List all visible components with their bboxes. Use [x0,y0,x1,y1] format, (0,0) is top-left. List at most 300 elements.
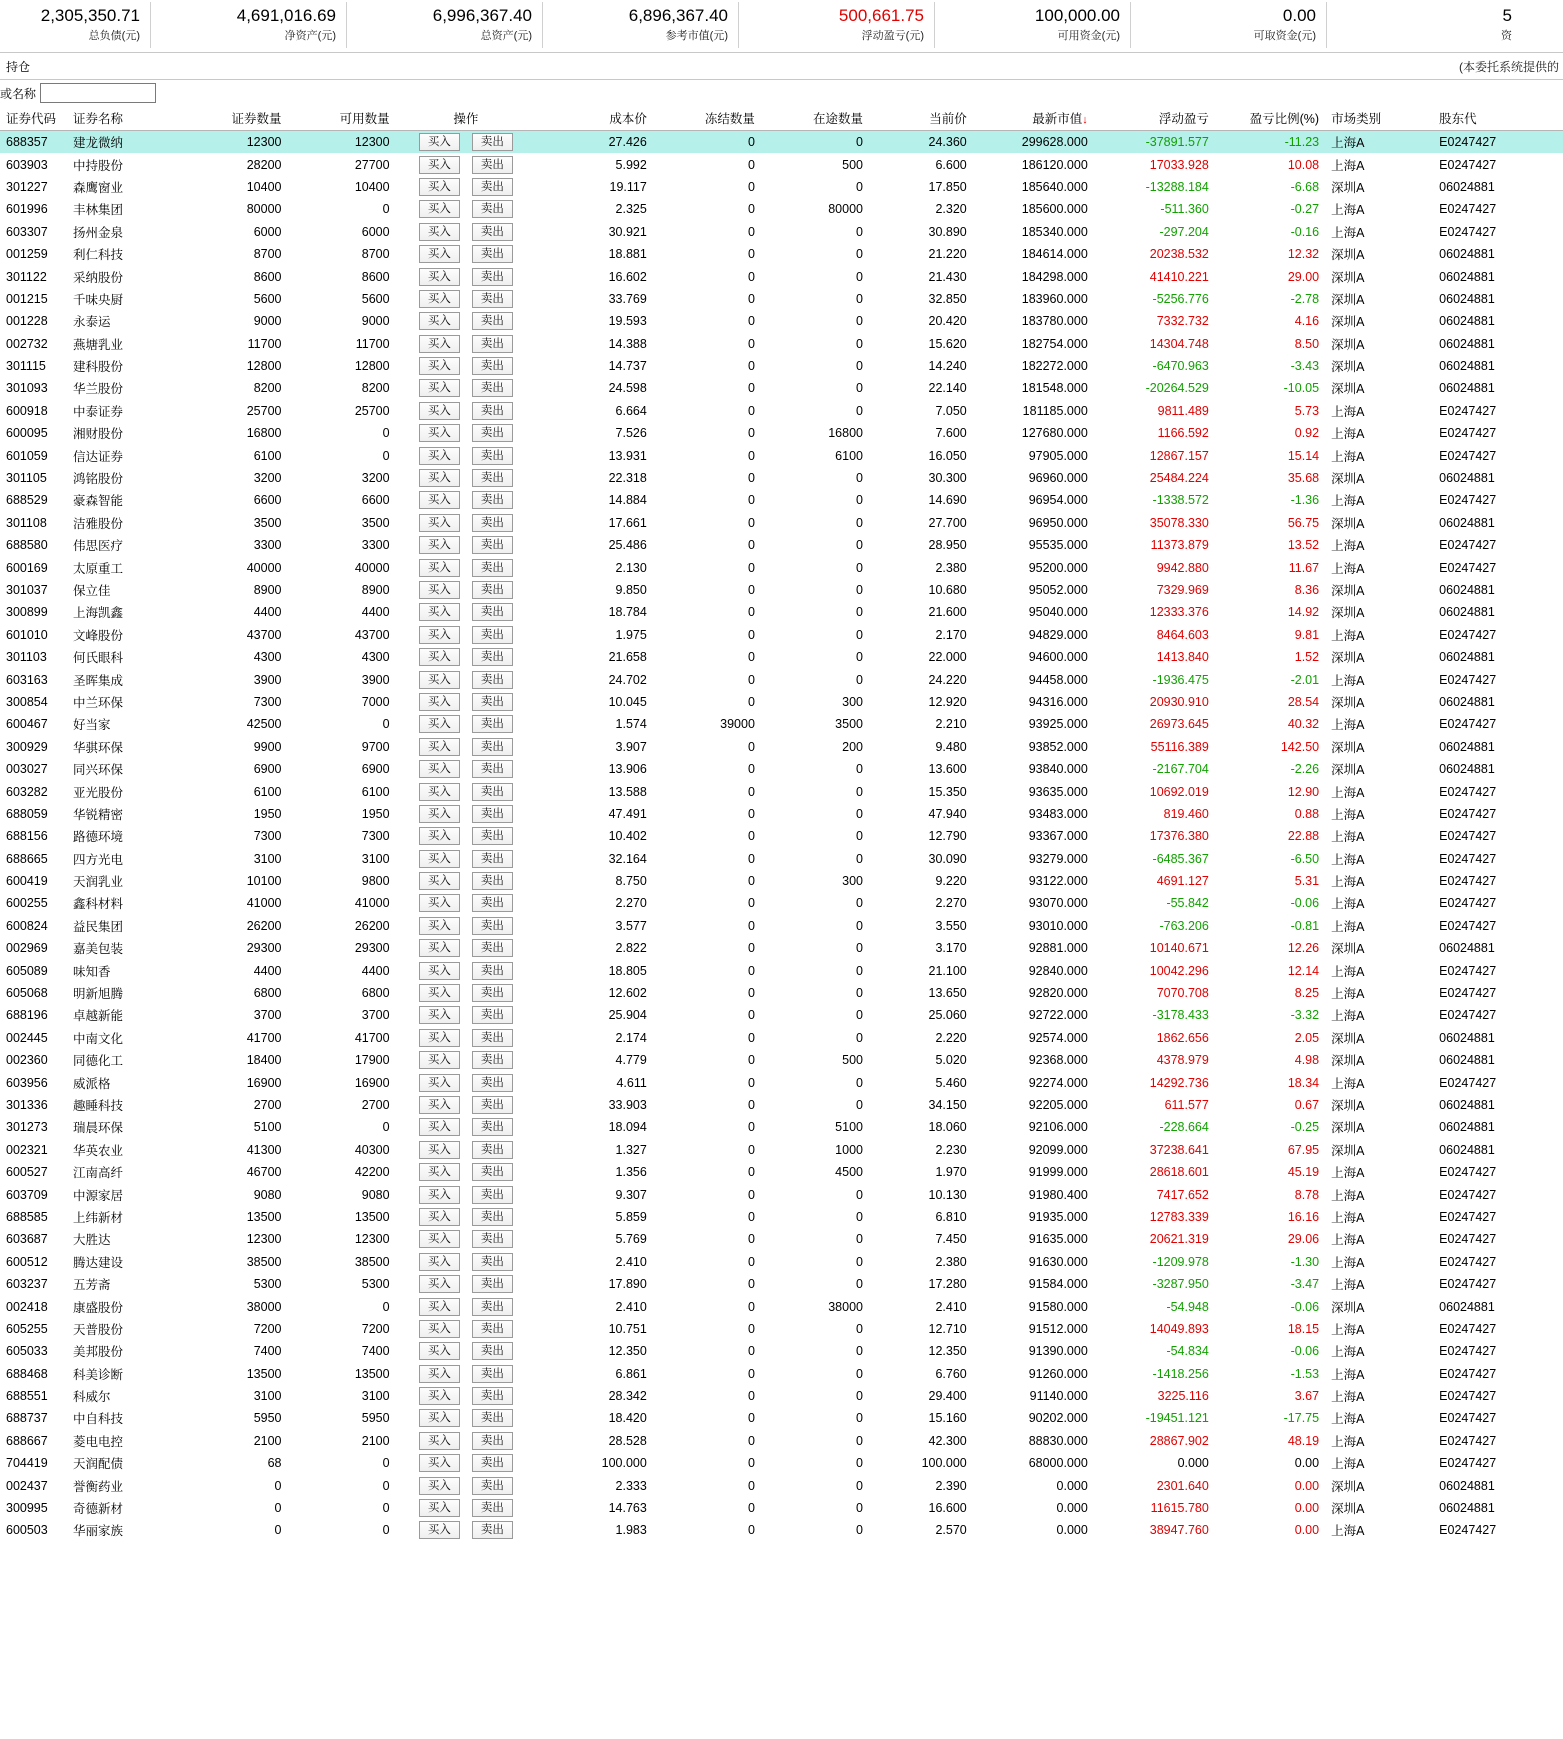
buy-button[interactable]: 买入 [419,872,460,890]
sell-button[interactable]: 卖出 [472,1499,513,1517]
table-row[interactable] [0,982,1563,1004]
cell-pnl: 28867.902 [1149,1433,1209,1448]
column-header[interactable]: 市场类别 [1325,106,1433,131]
buy-button[interactable]: 买入 [419,984,460,1002]
sell-button[interactable]: 卖出 [472,581,513,599]
table-row[interactable] [0,1318,1563,1340]
table-body [0,131,1563,1542]
table-row[interactable] [0,1474,1563,1496]
table-row[interactable] [0,1452,1563,1474]
table-row[interactable] [0,758,1563,780]
sell-button[interactable]: 卖出 [472,1432,513,1450]
sell-button[interactable]: 卖出 [472,1342,513,1360]
sell-button[interactable]: 卖出 [472,1163,513,1181]
table-row[interactable] [0,153,1563,175]
table-row[interactable] [0,1139,1563,1161]
cell-frozen-qty: 0 [747,627,755,642]
cell-ontheway-qty: 0 [856,1501,863,1516]
table-row[interactable] [0,601,1563,623]
cell-quantity: 6100 [253,448,282,463]
cell-actions [396,915,537,937]
cell-pnl: 2301.640 [1156,1478,1209,1493]
cell-pnl-pct: 4.16 [1294,314,1320,329]
cell-pnl-pct: 29.06 [1287,1232,1320,1247]
cell-pnl-pct: 48.19 [1287,1433,1320,1448]
table-row[interactable] [0,377,1563,399]
buy-button[interactable]: 买入 [419,1320,460,1338]
cell-cost-price: 14.884 [608,493,647,508]
buy-button[interactable]: 买入 [419,1118,460,1136]
cell-cost-price: 2.174 [615,1030,647,1045]
buy-button[interactable]: 买入 [419,1275,460,1293]
sell-button[interactable]: 卖出 [472,693,513,711]
sell-button[interactable]: 卖出 [472,1298,513,1316]
sell-button[interactable]: 卖出 [472,1096,513,1114]
cell-available: 12300 [354,1232,390,1247]
sell-button[interactable]: 卖出 [472,738,513,756]
buy-button[interactable]: 买入 [419,693,460,711]
buy-button[interactable]: 买入 [419,760,460,778]
sell-button[interactable]: 卖出 [472,514,513,532]
table-row[interactable] [0,422,1563,444]
table-row[interactable] [0,556,1563,578]
cell-market: 上海A [1331,158,1365,173]
buy-button[interactable]: 买入 [419,1074,460,1092]
column-header[interactable]: 证券数量 [179,106,287,131]
cell-market: 上海A [1331,1345,1365,1360]
cell-holder-account: E0247427 [1433,131,1563,154]
sell-button[interactable]: 卖出 [472,223,513,241]
sell-button[interactable]: 卖出 [472,245,513,263]
table-row[interactable] [0,221,1563,243]
sell-button[interactable]: 卖出 [472,312,513,330]
table-row[interactable] [0,646,1563,668]
buy-button[interactable]: 买入 [419,290,460,308]
cell-name: 威派格 [73,1076,111,1091]
sell-button[interactable]: 卖出 [472,536,513,554]
cell-actions [396,579,537,601]
buy-button[interactable]: 买入 [419,200,460,218]
buy-button[interactable]: 买入 [419,894,460,912]
table-row[interactable] [0,959,1563,981]
sell-button[interactable]: 卖出 [472,178,513,196]
table-row[interactable] [0,131,1563,154]
sell-button[interactable]: 卖出 [472,715,513,733]
cell-market-value: 92840.000 [1028,963,1088,978]
table-row[interactable] [0,198,1563,220]
table-row[interactable] [0,579,1563,601]
table-row[interactable] [0,803,1563,825]
cell-current-price: 1.970 [935,1165,967,1180]
buy-button[interactable]: 买入 [419,626,460,644]
tab-holding[interactable]: 持仓 [6,59,31,74]
table-row[interactable] [0,1407,1563,1429]
cell-market-value: 186120.000 [1021,157,1088,172]
cell-cost-price: 25.904 [608,1008,647,1023]
table-row[interactable] [0,1295,1563,1317]
cell-name: 伟思医疗 [73,539,124,554]
cell-pnl-pct: -3.32 [1290,1008,1320,1023]
cell-pnl: 14292.736 [1149,1075,1209,1090]
table-row[interactable] [0,1116,1563,1138]
buy-button[interactable]: 买入 [419,648,460,666]
table-row[interactable] [0,1430,1563,1452]
cell-holder-account: E0247427 [1439,1456,1497,1471]
table-row[interactable] [0,1228,1563,1250]
sell-button[interactable]: 卖出 [472,1118,513,1136]
column-header[interactable]: 在途数量 [761,106,869,131]
search-input[interactable] [40,83,156,103]
sell-button[interactable]: 卖出 [472,1029,513,1047]
cell-current-price: 28.950 [928,538,967,553]
cell-code: 300995 [6,1501,48,1516]
table-row[interactable] [0,243,1563,265]
table-row[interactable] [0,1385,1563,1407]
sell-button[interactable]: 卖出 [472,1409,513,1427]
sell-button[interactable]: 卖出 [472,491,513,509]
cell-quantity: 9900 [253,739,282,754]
buy-button[interactable]: 买入 [419,962,460,980]
buy-button[interactable]: 买入 [419,1499,460,1517]
table-row[interactable] [0,333,1563,355]
buy-button[interactable]: 买入 [419,447,460,465]
sell-button[interactable]: 卖出 [472,962,513,980]
cell-pnl: 4691.127 [1156,874,1209,889]
cell-frozen-qty: 0 [747,1165,755,1180]
buy-button[interactable]: 买入 [419,178,460,196]
sell-button[interactable]: 卖出 [472,827,513,845]
sell-button[interactable]: 卖出 [472,268,513,286]
cell-available: 29300 [354,941,390,956]
column-header[interactable]: 成本价 [536,106,653,131]
column-header[interactable]: 股东代 [1433,106,1563,131]
cell-actions [396,1183,537,1205]
cell-pnl-pct: 0.00 [1294,1456,1320,1471]
cell-pnl-pct: 12.14 [1287,963,1320,978]
sell-button[interactable]: 卖出 [472,447,513,465]
cell-code: 688357 [0,131,67,154]
cell-frozen-qty: 0 [747,986,755,1001]
cell-actions [396,892,537,914]
buy-button[interactable]: 买入 [419,133,460,151]
buy-button[interactable]: 买入 [419,1006,460,1024]
column-header[interactable]: 证券名称 [67,106,179,131]
buy-button[interactable]: 买入 [419,827,460,845]
buy-button[interactable]: 买入 [419,536,460,554]
sell-button[interactable]: 卖出 [472,603,513,621]
buy-button[interactable]: 买入 [419,335,460,353]
sell-button[interactable]: 卖出 [472,379,513,397]
sell-button[interactable]: 卖出 [472,1141,513,1159]
cell-available: 6800 [361,986,390,1001]
sell-button[interactable]: 卖出 [472,783,513,801]
table-row[interactable] [0,848,1563,870]
table-row[interactable] [0,176,1563,198]
cell-frozen-qty: 0 [747,1366,755,1381]
summary-cell [151,0,346,42]
sell-button[interactable]: 卖出 [472,850,513,868]
sell-button[interactable]: 卖出 [472,1320,513,1338]
table-row[interactable] [0,668,1563,690]
cell-available: 7300 [361,829,390,844]
sell-button[interactable]: 卖出 [472,200,513,218]
cell-available: 8200 [361,381,390,396]
column-header[interactable]: 可用数量 [288,106,396,131]
buy-button[interactable]: 买入 [419,1432,460,1450]
sell-button[interactable]: 卖出 [472,894,513,912]
buy-button[interactable]: 买入 [419,1096,460,1114]
table-row[interactable] [0,1161,1563,1183]
buy-button[interactable]: 买入 [419,939,460,957]
sell-button[interactable]: 卖出 [472,917,513,935]
summary-label: 可取资金(元) [1253,30,1316,42]
table-row[interactable] [0,1071,1563,1093]
cell-market: 上海A [1331,673,1365,688]
buy-button[interactable]: 买入 [419,357,460,375]
buy-button[interactable]: 买入 [419,581,460,599]
table-row[interactable] [0,1027,1563,1049]
cell-code: 688196 [6,1008,48,1023]
cell-cost-price: 9.307 [615,1187,647,1202]
sell-button[interactable]: 卖出 [472,469,513,487]
table-row[interactable] [0,288,1563,310]
buy-button[interactable]: 买入 [419,1253,460,1271]
buy-button[interactable]: 买入 [419,1298,460,1316]
cell-actions [396,1452,537,1474]
table-row[interactable] [0,444,1563,466]
sell-button[interactable]: 卖出 [472,290,513,308]
buy-button[interactable]: 买入 [419,1051,460,1069]
cell-ontheway-qty: 0 [856,986,863,1001]
sell-button[interactable]: 卖出 [472,133,513,151]
sell-button[interactable]: 卖出 [472,1230,513,1248]
cell-pnl-pct: 18.34 [1287,1075,1320,1090]
table-row[interactable] [0,780,1563,802]
cell-current-price: 6.760 [935,1366,967,1381]
cell-available: 3900 [361,672,390,687]
sell-button[interactable]: 卖出 [472,1387,513,1405]
sell-button[interactable]: 卖出 [472,1521,513,1539]
cell-name: 路德环境 [73,830,124,845]
cell-current-price: 2.170 [935,627,967,642]
cell-pnl: 35078.330 [1149,515,1209,530]
column-header[interactable]: 操作 [396,106,537,131]
cell-market: 上海A [1331,494,1365,509]
sell-button[interactable]: 卖出 [472,1006,513,1024]
table-row[interactable] [0,1251,1563,1273]
table-row[interactable] [0,1049,1563,1071]
cell-frozen-qty: 0 [747,1523,755,1538]
cell-pnl-pct: -3.47 [1290,1277,1320,1292]
cell-available: 1950 [361,806,390,821]
buy-button[interactable]: 买入 [419,783,460,801]
table-row[interactable] [0,1273,1563,1295]
sell-button[interactable]: 卖出 [472,156,513,174]
cell-available: 0 [382,1478,390,1493]
buy-button[interactable]: 买入 [419,738,460,756]
cell-available: 4400 [361,963,390,978]
sell-button[interactable]: 卖出 [472,559,513,577]
buy-button[interactable]: 买入 [419,1454,460,1472]
table-row[interactable] [0,915,1563,937]
table-row[interactable] [0,1183,1563,1205]
buy-button[interactable]: 买入 [419,1521,460,1539]
buy-button[interactable]: 买入 [419,514,460,532]
buy-button[interactable]: 买入 [419,1186,460,1204]
buy-button[interactable]: 买入 [419,559,460,577]
buy-button[interactable]: 买入 [419,223,460,241]
buy-button[interactable]: 买入 [419,1477,460,1495]
buy-button[interactable]: 买入 [419,715,460,733]
sell-button[interactable]: 卖出 [472,671,513,689]
cell-ontheway-qty: 0 [856,515,863,530]
sell-button[interactable]: 卖出 [472,1208,513,1226]
buy-button[interactable]: 买入 [419,1342,460,1360]
cell-actions [396,556,537,578]
sell-button[interactable]: 卖出 [472,984,513,1002]
sell-button[interactable]: 卖出 [472,1074,513,1092]
table-row[interactable] [0,713,1563,735]
buy-button[interactable]: 买入 [419,1141,460,1159]
cell-market-value: 91260.000 [1028,1366,1088,1381]
buy-button[interactable]: 买入 [419,1208,460,1226]
table-row[interactable] [0,624,1563,646]
table-row[interactable] [0,310,1563,332]
sell-button[interactable]: 卖出 [472,760,513,778]
buy-button[interactable]: 买入 [419,469,460,487]
table-row[interactable] [0,870,1563,892]
buy-button[interactable]: 买入 [419,1230,460,1248]
cell-ontheway-qty: 0 [856,1321,863,1336]
buy-button[interactable]: 买入 [419,1029,460,1047]
cell-code: 301122 [6,269,47,284]
table-row[interactable] [0,1340,1563,1362]
table-row[interactable] [0,1362,1563,1384]
cell-code: 600527 [6,1165,48,1180]
cell-available: 41700 [354,1030,390,1045]
table-row[interactable] [0,1206,1563,1228]
cell-pnl-pct: 8.25 [1294,986,1320,1001]
table-row[interactable] [0,534,1563,556]
cell-actions [396,400,537,422]
column-header[interactable]: 冻结数量 [653,106,761,131]
buy-button[interactable]: 买入 [419,491,460,509]
buy-button[interactable]: 买入 [419,671,460,689]
cell-available: 2100 [361,1433,390,1448]
sell-button[interactable]: 卖出 [472,1454,513,1472]
buy-button[interactable]: 买入 [419,805,460,823]
table-row[interactable] [0,892,1563,914]
table-row[interactable] [0,489,1563,511]
cell-quantity: 13500 [246,1366,282,1381]
sell-button[interactable]: 卖出 [472,872,513,890]
table-row[interactable] [0,355,1563,377]
table-row[interactable] [0,691,1563,713]
table-row[interactable] [0,1004,1563,1026]
table-row[interactable] [0,937,1563,959]
buy-button[interactable]: 买入 [419,312,460,330]
buy-button[interactable]: 买入 [419,850,460,868]
sell-button[interactable]: 卖出 [472,648,513,666]
cell-available: 40300 [354,1142,390,1157]
sell-button[interactable]: 卖出 [472,402,513,420]
table-row[interactable] [0,400,1563,422]
summary-value: 0.00 [1282,6,1316,25]
cell-holder-account: 06024881 [1439,650,1495,665]
cell-pnl-pct: 3.67 [1294,1389,1320,1404]
sell-button[interactable]: 卖出 [472,424,513,442]
cell-pnl: -5256.776 [1152,291,1209,306]
sell-button[interactable]: 卖出 [472,1253,513,1271]
buy-button[interactable]: 买入 [419,917,460,935]
cell-pnl-pct: 8.78 [1294,1187,1320,1202]
cell-holder-account: E0247427 [1439,448,1497,463]
buy-button[interactable]: 买入 [419,603,460,621]
cell-code: 301105 [6,471,47,486]
buy-button[interactable]: 买入 [419,156,460,174]
cell-ontheway-qty: 0 [856,1433,863,1448]
table-row[interactable] [0,736,1563,758]
sell-button[interactable]: 卖出 [472,1051,513,1069]
buy-button[interactable]: 买入 [419,402,460,420]
column-header[interactable]: 浮动盈亏 [1094,106,1215,131]
cell-quantity: 5600 [253,291,282,306]
cell-actions [396,377,537,399]
cell-actions [396,601,537,623]
cell-market-value: 92574.000 [1028,1030,1088,1045]
sell-button[interactable]: 卖出 [472,805,513,823]
sell-button[interactable]: 卖出 [472,357,513,375]
buy-button[interactable]: 买入 [419,379,460,397]
table-row[interactable] [0,1519,1563,1541]
column-header[interactable]: 最新市值↓ [973,106,1094,131]
table-row[interactable] [0,825,1563,847]
buy-button[interactable]: 买入 [419,1365,460,1383]
cell-holder-account: 06024881 [1439,1478,1495,1493]
sell-button[interactable]: 卖出 [472,626,513,644]
cell-name: 科美诊断 [73,1367,124,1382]
cell-current-price: 22.140 [928,381,967,396]
column-header[interactable]: 证券代码 [0,106,67,131]
table-row[interactable] [0,467,1563,489]
table-row[interactable] [0,512,1563,534]
cell-available: 6900 [361,762,390,777]
column-header[interactable]: 盈亏比例(%) [1215,106,1325,131]
buy-button[interactable]: 买入 [419,1387,460,1405]
column-header[interactable]: 当前价 [869,106,973,131]
sell-button[interactable]: 卖出 [472,1365,513,1383]
buy-button[interactable]: 买入 [419,1409,460,1427]
cell-ontheway-qty: 0 [856,1254,863,1269]
table-row[interactable] [0,1094,1563,1116]
cell-frozen-qty: 0 [747,247,755,262]
cell-market-value: 92099.000 [1028,1142,1088,1157]
cell-pnl-pct: 4.98 [1294,1053,1320,1068]
buy-button[interactable]: 买入 [419,268,460,286]
table-row[interactable] [0,265,1563,287]
cell-market: 上海A [1331,1009,1365,1024]
cell-market-value: 91390.000 [1028,1344,1088,1359]
buy-button[interactable]: 买入 [419,1163,460,1181]
sell-button[interactable]: 卖出 [472,1186,513,1204]
sell-button[interactable]: 卖出 [472,939,513,957]
buy-button[interactable]: 买入 [419,245,460,263]
sell-button[interactable]: 卖出 [472,1275,513,1293]
sell-button[interactable]: 卖出 [472,1477,513,1495]
sell-button[interactable]: 卖出 [472,335,513,353]
table-row[interactable] [0,1497,1563,1519]
buy-button[interactable]: 买入 [419,424,460,442]
